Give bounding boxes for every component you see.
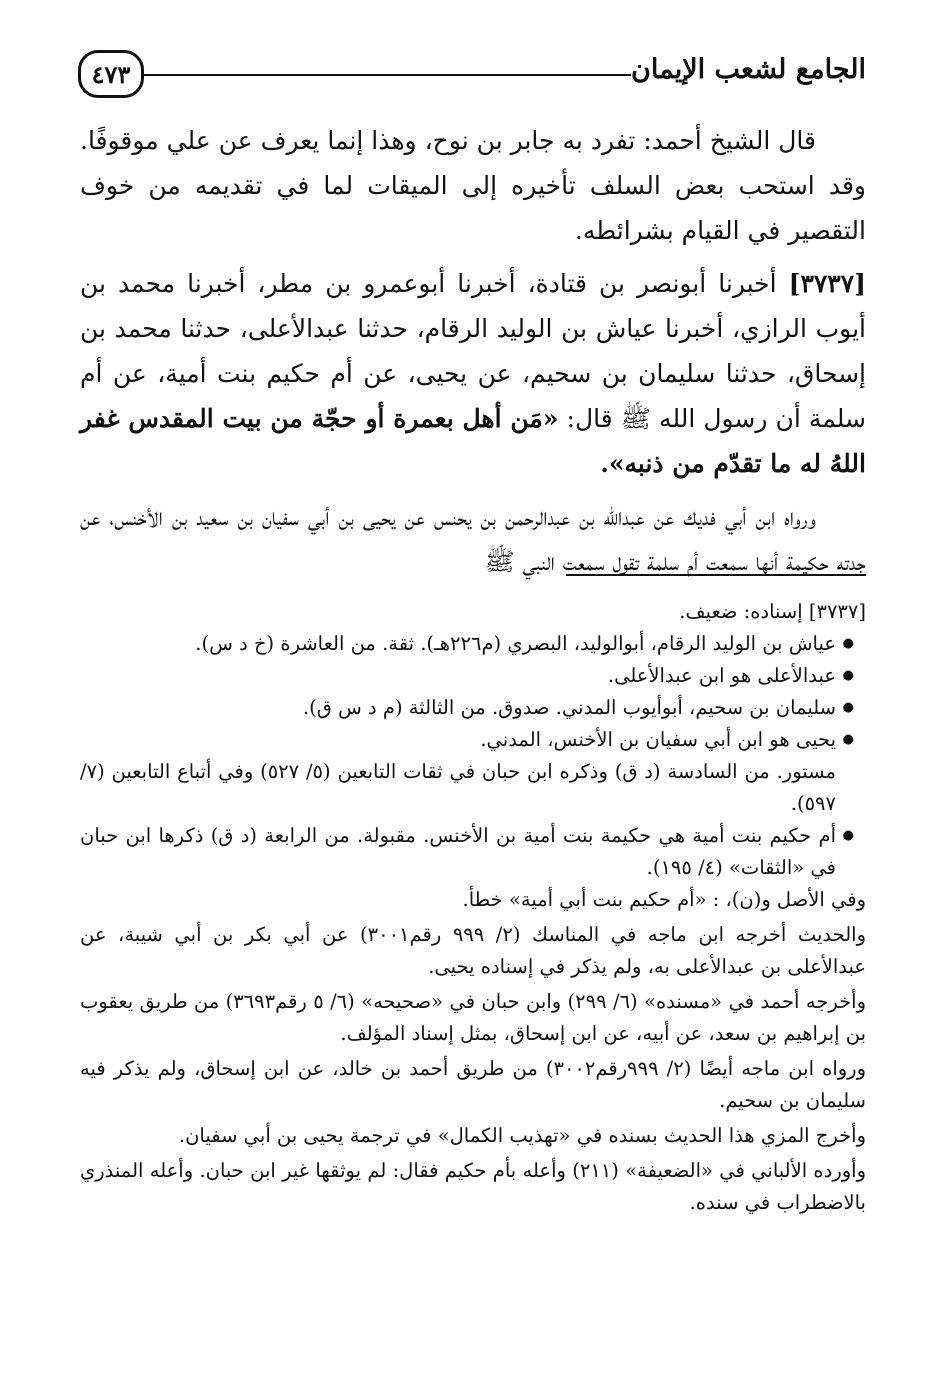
narrator-item: ● أم حكيم بنت أمية هي حكيمة بنت أمية بن الأخنس. مقبولة. من الرابعة (د ق) ذكرها ابن حبان في «الثقات» (٤/ ١٩٥).: [80, 820, 854, 884]
footnote-line: ورواه ابن ماجه أيضًا (٢/ ٩٩٩رقم٣٠٠٢) من طريق أحمد بن خالد، عن ابن إسحاق، ولم يذكر فيه سليمان بن سحيم.: [80, 1057, 866, 1112]
narrator-list: [80, 628, 866, 756]
footnote-separator: [566, 574, 866, 576]
footnotes: [80, 596, 866, 1219]
footnote-line: وفي الأصل و(ن)، : «أم حكيم بنت أبي أمية» خطأ.: [462, 888, 866, 911]
narrator-item: ● عياش بن الوليد الرقام، أبوالوليد، البصري (م٢٢٦هـ). ثقة. من العاشرة (خ د س).: [80, 628, 854, 660]
footnote-head: [٣٧٣٧] إسناده: ضعيف.: [679, 600, 866, 623]
running-title: الجامع لشعب الإيمان: [631, 54, 866, 85]
narrator-list-2: [80, 820, 866, 884]
main-text: [80, 118, 866, 584]
narrator-item: ● عبدالأعلى هو ابن عبدالأعلى.: [80, 660, 854, 692]
header-rule: [144, 74, 631, 76]
footnote-line: والحديث أخرجه ابن ماجه في المناسك (٢/ ٩٩٩ رقم٣٠٠١) عن أبي بكر بن أبي شيبة، عن عبدالأعلى بن عبدالأعلى به، ولم يذكر في إسناده يحيى.: [80, 923, 867, 978]
narrator-note: مستور. من السادسة (د ق) وذكره ابن حبان في ثقات التابعين (٥/ ٥٢٧) وفي أتباع التابعين (٧/ ٥٩٧).: [80, 760, 836, 815]
paragraph-3: [80, 494, 866, 584]
narrator-item: ● يحيى هو ابن أبي سفيان بن الأخنس، المدني.: [80, 724, 854, 756]
page-header: [78, 44, 866, 106]
footnote-line: وأخرج المزي هذا الحديث بسنده في «تهذيب الكمال» في ترجمة يحيى بن أبي سفيان.: [178, 1124, 866, 1147]
hadith-matn: «مَن أهل بعمرة أو حجّة من بيت المقدس غفر اللهُ له ما تقدّم من ذنبه».: [80, 404, 866, 478]
hadith-number: [٣٧٣٧]: [788, 269, 866, 298]
paragraph-1-text: قال الشيخ أحمد: تفرد به جابر بن نوح، وهذا إنما يعرف عن علي موقوفًا. وقد استحب بعض السلف تأخيره إلى الميقات لما في تقديمه من خوف التقصير في القيام بشرائطه.: [80, 126, 866, 245]
paragraph-3-text: ورواه ابن أبي فديك عن عبدالله بن عبدالرحمن بن يحنس عن يحيى بن أبي سفيان بن سعيد بن الأخنس، عن جدته حكيمة أنها سمعت أم سلمة تقول سمعت النبي ﷺ: [80, 502, 866, 576]
footnote-line: وأخرجه أحمد في «مسنده» (٦/ ٢٩٩) وابن حبان في «صحيحه» (٦/ ٥ رقم٣٦٩٣) من طريق يعقوب بن إبراهيم بن سعد، عن أبيه، عن ابن إسحاق، بمثل إسناد المؤلف.: [80, 990, 866, 1045]
page-number: ٤٧٣: [78, 50, 144, 98]
footnote-line: وأورده الألباني في «الضعيفة» (٢١١) وأعله بأم حكيم فقال: لم يوثقها غير ابن حبان. وأعله المنذري بالاضطراب في سنده.: [80, 1159, 867, 1214]
hadith-isnad: أخبرنا أبونصر بن قتادة، أخبرنا أبوعمرو بن مطر، أخبرنا محمد بن أيوب الرازي، أخبرنا عياش بن الوليد الرقام، حدثنا عبدالأعلى، حدثنا محمد بن إسحاق، حدثنا سليمان بن سحيم، عن يحيى، عن أم حكيم بنت أمية، عن أم سلمة أن رسول الله ﷺ قال:: [80, 269, 866, 433]
hadith-3737: [80, 261, 866, 486]
narrator-item: ● سليمان بن سحيم، أبوأيوب المدني. صدوق. من الثالثة (م د س ق).: [80, 692, 854, 724]
paragraph-1: [80, 118, 866, 253]
